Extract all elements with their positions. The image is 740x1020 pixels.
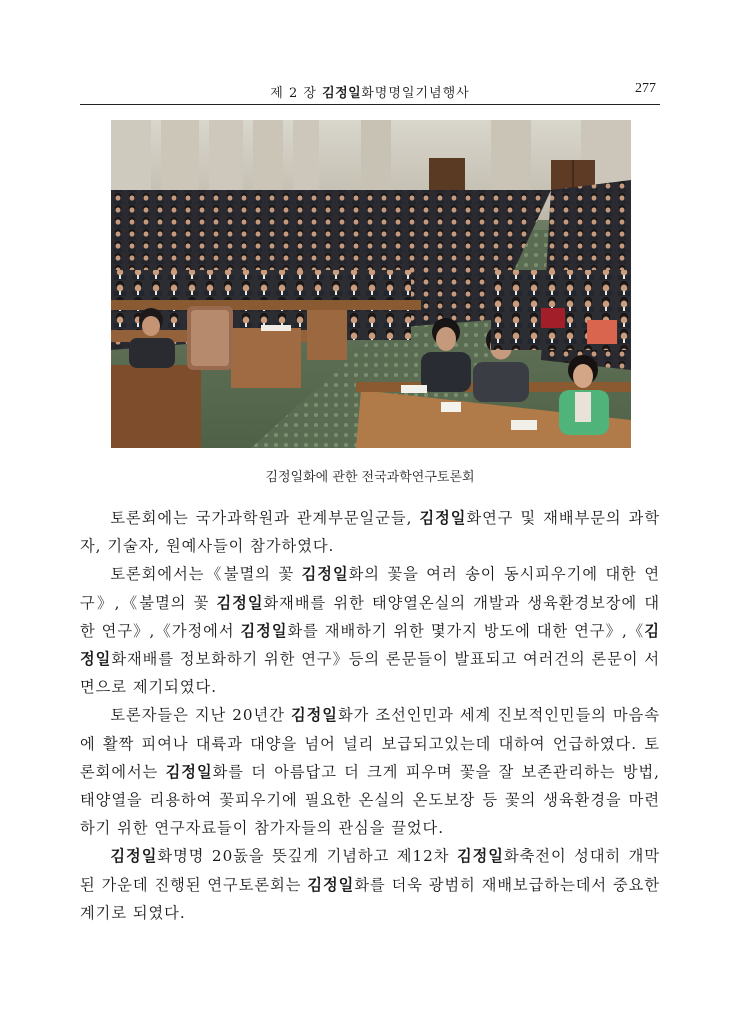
emphasized-name: 김정일 [110, 847, 158, 866]
text-run: 화연구 및 재배부문의 과학자, 기술자, 원예사들이 참가하였다. [80, 509, 660, 556]
text-run: 화축전이 성대히 개막된 가운데 진행된 연구토론회는 [80, 847, 661, 894]
text-run: 화명명 20돐을 뜻깊게 기념하고 제12차 [157, 847, 457, 866]
text-run: 화재배를 정보화하기 위한 연구》등의 론문들이 발표되고 여러건의 론문이 서면으로 제기되였다. [80, 650, 660, 697]
text-run: 화가 조선인민과 세계 진보적인민들의 마음속에 활짝 피여나 대륙과 대양을 넘어 널리 보급되고있는데 대하여 언급하였다. 토론회에서는 [80, 706, 661, 781]
paragraph [80, 842, 660, 927]
page-number: 277 [635, 81, 656, 96]
emphasized-name: 김정일 [419, 509, 467, 527]
emphasized-name: 김정일 [301, 565, 349, 584]
emphasized-name: 김정일 [240, 621, 288, 640]
running-header [80, 82, 660, 105]
emphasized-name: 김정일 [307, 875, 355, 894]
paragraph [80, 504, 660, 560]
chapter-prefix: 제 2 장 [270, 86, 323, 101]
text-run: 토론회에는 국가과학원과 관계부문일군들, [110, 509, 420, 527]
paragraph [80, 701, 660, 842]
emphasized-name: 김정일 [216, 593, 264, 612]
conference-photo [111, 120, 631, 448]
text-run: 화의 꽃을 여러 송이 동시피우기에 대한 연구》,《불멸의 꽃 [80, 565, 660, 612]
text-run: 화재배를 위한 태양열온실의 개발과 생육환경보장에 대한 연구》,《가정에서 [80, 593, 660, 640]
chapter-name: 김정일 [322, 86, 362, 101]
text-run: 토론회에서는《불멸의 꽃 [110, 565, 302, 584]
emphasized-name: 김정일 [456, 847, 504, 866]
chapter-title [80, 82, 660, 101]
paragraph [80, 560, 660, 701]
emphasized-name: 김정일 [80, 621, 660, 669]
body-text [80, 504, 660, 927]
chapter-suffix: 화명명일기념행사 [361, 86, 470, 101]
emphasized-name: 김정일 [165, 762, 213, 781]
text-run: 토론자들은 지난 20년간 [110, 706, 291, 725]
text-run: 화를 재배하기 위한 몇가지 방도에 대한 연구》,《 [287, 621, 645, 640]
emphasized-name: 김정일 [290, 706, 338, 725]
text-run: 화를 더욱 광범히 재배보급하는데서 중요한 계기로 되였다. [80, 875, 660, 922]
text-run: 화를 더 아름답고 더 크게 피우며 꽃을 잘 보존관리하는 방법, 태양열을 리용하여 꽃피우기에 필요한 온실의 온도보장 등 꽃의 생육환경을 마련하기 위한 연구자료들이 참가자들의 관심을 끌었다. [80, 762, 660, 838]
auditorium-illustration [111, 120, 631, 448]
figure-caption: 김정일화에 관한 전국과학연구토론회 [265, 470, 475, 485]
